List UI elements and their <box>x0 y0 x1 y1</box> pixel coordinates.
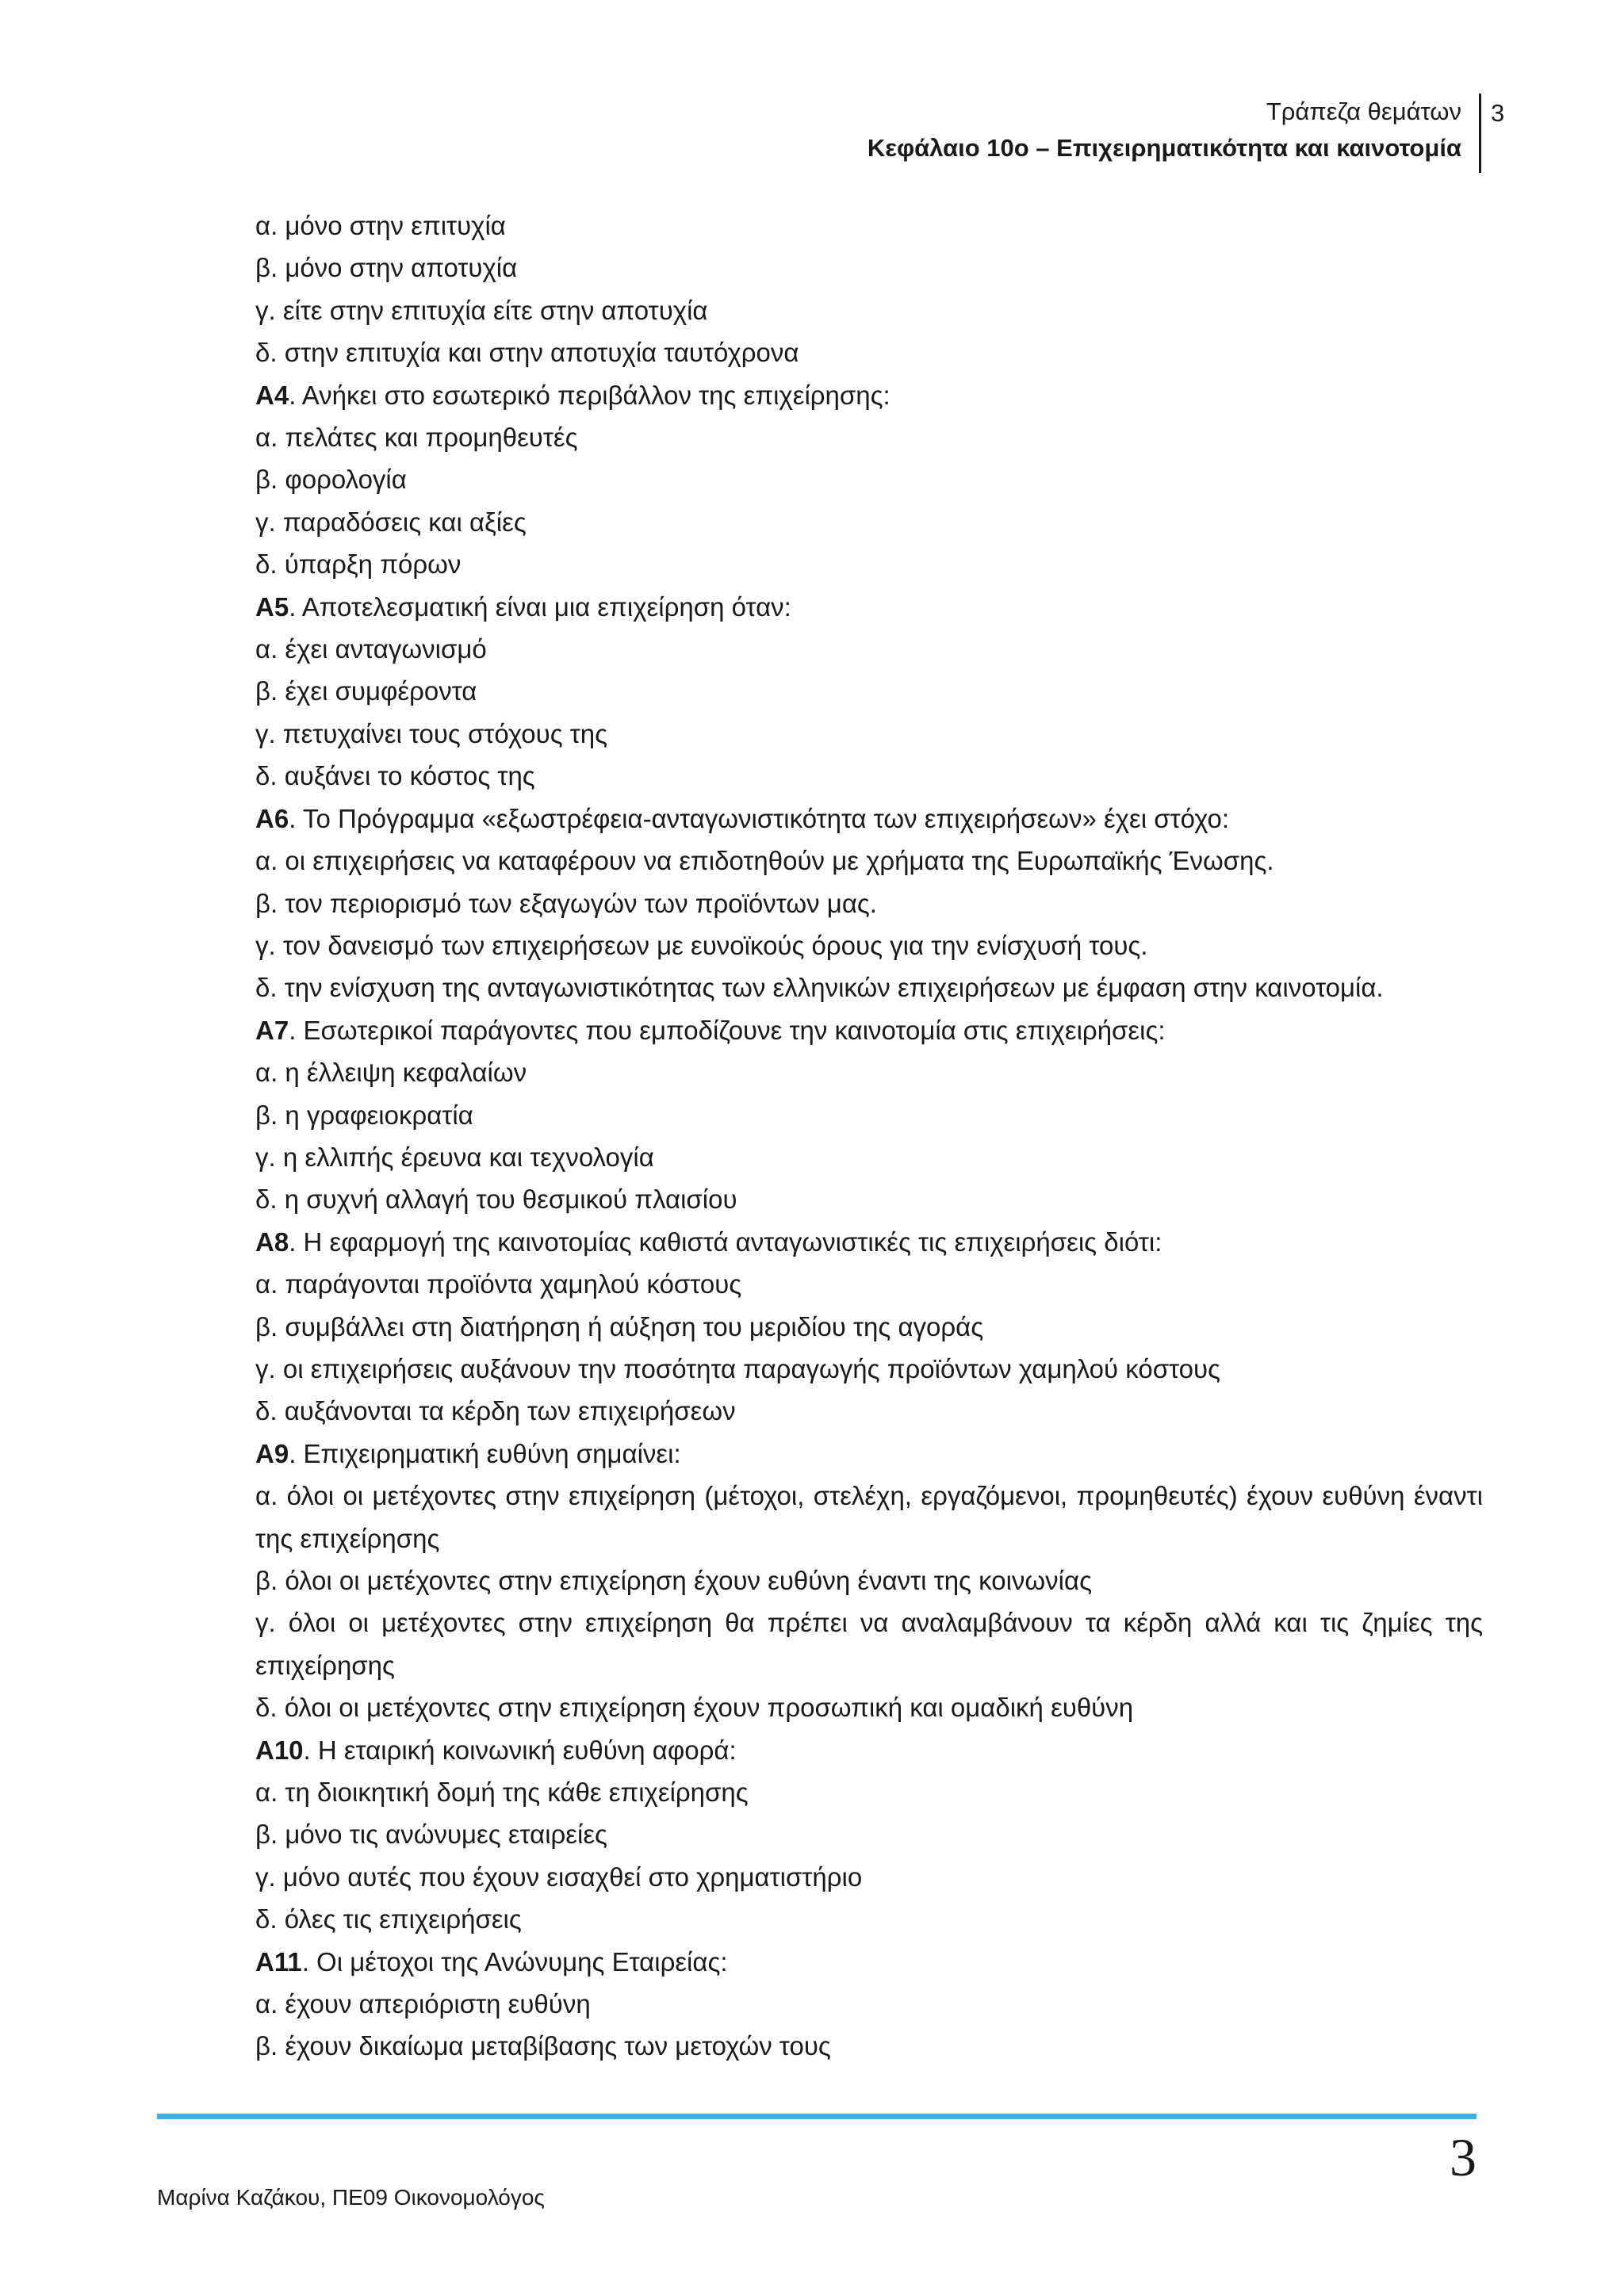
footer-rule <box>157 2114 1477 2119</box>
answer-option: α. έχουν απεριόριστη ευθύνη <box>255 1989 591 2019</box>
question-id: Α8 <box>255 1226 289 1257</box>
question-line <box>255 1729 1483 1771</box>
question-line <box>255 1009 1483 1051</box>
answer-option: β. η γραφειοκρατία <box>255 1100 473 1130</box>
question-line <box>255 374 1483 416</box>
question-text: . Αποτελεσματική είναι μια επιχείρηση όταν: <box>289 591 791 622</box>
answer-option: γ. παραδόσεις και αξίες <box>255 507 527 537</box>
answer-option: α. παράγονται προϊόντα χαμηλού κόστους <box>255 1269 742 1299</box>
question-id: Α11 <box>255 1946 302 1976</box>
question-text: . Οι μέτοχοι της Ανώνυμης Εταιρείας: <box>301 1946 728 1976</box>
answer-option: δ. ύπαρξη πόρων <box>255 549 462 580</box>
answer-option: γ. οι επιχειρήσεις αυξάνουν την ποσότητα παραγωγής προϊόντων χαμηλού κόστους <box>255 1353 1220 1383</box>
answer-option: β. έχει συμφέροντα <box>255 676 477 706</box>
question-id: Α9 <box>255 1438 289 1468</box>
answer-option: β. μόνο στην αποτυχία <box>255 253 518 283</box>
answer-option: δ. αυξάνονται τα κέρδη των επιχειρήσεων <box>255 1396 736 1426</box>
answer-option: β. όλοι οι μετέχοντες στην επιχείρηση έχουν ευθύνη έναντι της κοινωνίας <box>255 1566 1092 1595</box>
page-header <box>868 94 1481 173</box>
question-id: Α10 <box>255 1735 304 1765</box>
answer-option: β. φορολογία <box>255 465 407 495</box>
answer-option: γ. μόνο αυτές που έχουν εισαχθεί στο χρηματιστήριο <box>255 1862 863 1892</box>
header-page-number: 3 <box>1491 99 1505 127</box>
question-text: . Η εταιρική κοινωνική ευθύνη αφορά: <box>303 1735 737 1765</box>
question-text: . Επιχειρηματική ευθύνη σημαίνει: <box>289 1438 681 1468</box>
question-text: . Ανήκει στο εσωτερικό περιβάλλον της επιχείρησης: <box>289 380 891 410</box>
answer-option: α. όλοι οι μετέχοντες στην επιχείρηση (μέτοχοι, στελέχη, εργαζόμενοι, προμηθευτές) έχουν ευθύνη έναντι της επιχείρησης <box>255 1481 1483 1553</box>
answer-option: δ. η συχνή αλλαγή του θεσμικού πλαισίου <box>255 1184 737 1215</box>
answer-option: α. πελάτες και προμηθευτές <box>255 423 578 453</box>
question-line <box>255 798 1483 840</box>
answer-option: γ. είτε στην επιτυχία είτε στην αποτυχία <box>255 295 708 325</box>
question-text: . Εσωτερικοί παράγοντες που εμποδίζουνε την καινοτομία στις επιχειρήσεις: <box>289 1015 1166 1045</box>
question-id: Α5 <box>255 591 289 622</box>
answer-option: β. τον περιορισμό των εξαγωγών των προϊόντων μας. <box>255 888 877 918</box>
author-line: Μαρίνα Καζάκου, ΠΕ09 Οικονομολόγος <box>157 2185 545 2210</box>
answer-option: γ. τον δανεισμό των επιχειρήσεων με ευνοϊκούς όρους για την ενίσχυσή τους. <box>255 930 1148 960</box>
answer-option: β. έχουν δικαίωμα μεταβίβασης των μετοχών τους <box>255 2031 831 2061</box>
answer-option: γ. όλοι οι μετέχοντες στην επιχείρηση θα πρέπει να αναλαμβάνουν τα κέρδη αλλά και τις ζημίες της επιχείρησης <box>255 1608 1483 1680</box>
question-id: Α7 <box>255 1015 289 1045</box>
answer-option: δ. στην επιτυχία και στην αποτυχία ταυτόχρονα <box>255 338 799 368</box>
answer-option: α. οι επιχειρήσεις να καταφέρουν να επιδοτηθούν με χρήματα της Ευρωπαϊκής Ένωσης. <box>255 846 1274 876</box>
answer-option: α. έχει ανταγωνισμό <box>255 634 487 664</box>
question-line <box>255 1221 1483 1263</box>
question-text: . Η εφαρμογή της καινοτομίας καθιστά ανταγωνιστικές τις επιχειρήσεις διότι: <box>289 1226 1162 1257</box>
answer-option: δ. την ενίσχυση της ανταγωνιστικότητας των ελληνικών επιχειρήσεων με έμφαση στην καινοτομία. <box>255 973 1384 1003</box>
answer-option: α. η έλλειψη κεφαλαίων <box>255 1058 527 1088</box>
answer-option: γ. η ελλιπής έρευνα και τεχνολογία <box>255 1142 654 1172</box>
answer-option: γ. πετυχαίνει τους στόχους της <box>255 718 608 748</box>
question-line <box>255 1433 1483 1475</box>
answer-option: β. συμβάλλει στη διατήρηση ή αύξηση του μεριδίου της αγοράς <box>255 1311 984 1341</box>
question-list <box>255 205 1483 2068</box>
answer-option: δ. όλες τις επιχειρήσεις <box>255 1904 522 1934</box>
question-id: Α6 <box>255 803 289 833</box>
footer-page-number: 3 <box>1450 2127 1477 2187</box>
question-line <box>255 1941 1483 1983</box>
chapter-title: Κεφάλαιο 10ο – Επιχειρηματικότητα και καινοτομία <box>867 134 1461 162</box>
answer-option: α. μόνο στην επιτυχία <box>255 211 506 240</box>
answer-option: δ. όλοι οι μετέχοντες στην επιχείρηση έχουν προσωπική και ομαδική ευθύνη <box>255 1693 1134 1723</box>
question-text: . Το Πρόγραμμα «εξωστρέφεια-ανταγωνιστικότητα των επιχειρήσεων» έχει στόχο: <box>289 803 1230 833</box>
question-line <box>255 586 1483 628</box>
answer-option: β. μόνο τις ανώνυμες εταιρείες <box>255 1820 607 1850</box>
answer-option: δ. αυξάνει το κόστος της <box>255 761 535 791</box>
bank-title: Τράπεζα θεμάτων <box>1266 98 1461 125</box>
answer-option: α. τη διοικητική δομή της κάθε επιχείρησης <box>255 1777 749 1808</box>
question-id: Α4 <box>255 380 289 410</box>
